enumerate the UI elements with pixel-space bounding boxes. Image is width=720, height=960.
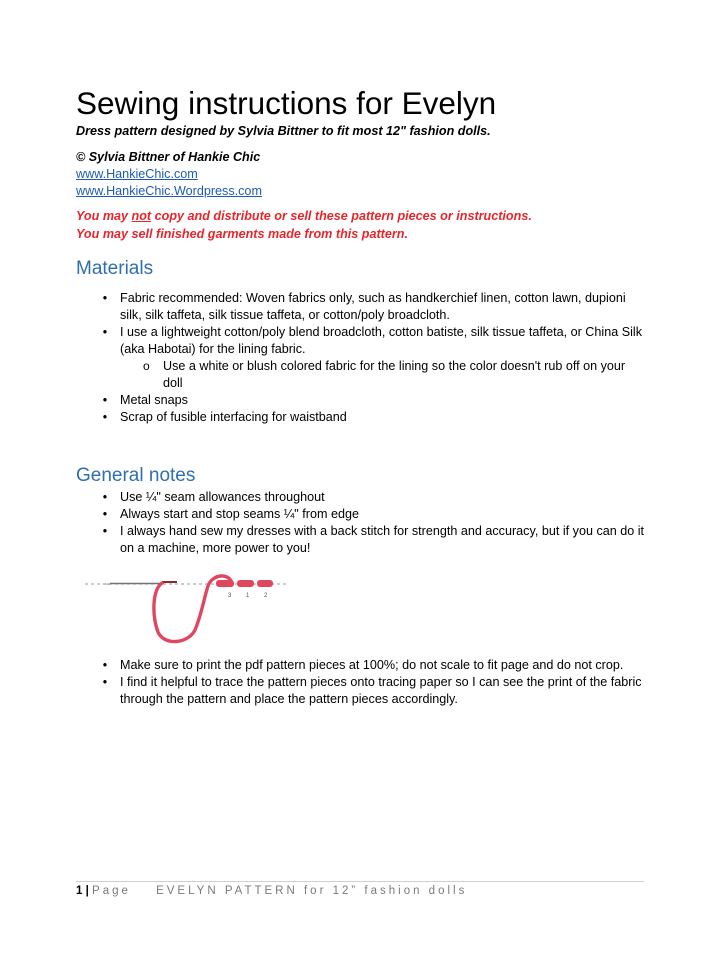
stitch-mark (237, 580, 254, 587)
link-hankiechic-wordpress[interactable]: www.HankieChic.Wordpress.com (76, 184, 262, 198)
list-item-text: I use a lightweight cotton/poly blend broadcloth, cotton batiste, silk tissue taffeta, or China Silk (aka Habotai) for the lining fabric. (120, 325, 643, 356)
list-item (0, 290, 720, 324)
list-item-text: Use ¼" seam allowances throughout (120, 490, 325, 504)
list-item (0, 506, 720, 523)
warning-emphasis: not (131, 209, 152, 223)
list-item (0, 674, 720, 708)
sub-bullet: o (143, 359, 150, 373)
bullet: • (102, 393, 108, 407)
general-notes-list (0, 489, 720, 557)
footer-doc-label: EVELYN PATTERN for 12” fashion dolls (156, 885, 468, 897)
list-item-text: Scrap of fusible interfacing for waistband (120, 410, 347, 424)
stitch-label: 1 (246, 593, 250, 599)
stitch-label: 3 (228, 593, 232, 599)
list-item (0, 392, 720, 409)
sub-list-item (0, 358, 720, 392)
sub-list-item-text: Use a white or blush colored fabric for the lining so the color doesn't rub off on your doll (163, 359, 626, 390)
general-notes-heading: General notes (76, 465, 196, 486)
footer-page-word: Page (92, 885, 131, 897)
copyright-line: © Sylvia Bittner of Hankie Chic (76, 150, 261, 164)
list-item (0, 657, 720, 674)
warning-sell: You may sell finished garments made from this pattern. (76, 227, 408, 241)
bullet: • (102, 675, 108, 689)
bullet: • (102, 490, 108, 504)
list-item-text: I always hand sew my dresses with a back stitch for strength and accuracy, but if you can do it on a machine, more power to you! (120, 524, 645, 555)
footer-separator: | (85, 885, 89, 897)
back-stitch-needle-thread-illustration (80, 558, 290, 648)
subtitle: Dress pattern designed by Sylvia Bittner to fit most 12" fashion dolls. (76, 124, 491, 138)
bullet: • (102, 291, 108, 305)
bullet: • (102, 524, 108, 538)
materials-list (0, 290, 720, 426)
list-item (0, 324, 720, 358)
list-item (0, 523, 720, 557)
stitch-label: 2 (264, 593, 268, 599)
warning-text-after: copy and distribute or sell these pattern pieces or instructions. (151, 209, 532, 223)
bullet: • (102, 410, 108, 424)
page-title: Sewing instructions for Evelyn (76, 85, 497, 121)
warning-text-before: You may (76, 209, 132, 223)
stitch-mark (257, 580, 273, 587)
warning-copy (76, 209, 532, 223)
list-item-text: I find it helpful to trace the pattern pieces onto tracing paper so I can see the print of the fabric through the pattern and place the pattern pieces accordingly. (120, 675, 642, 706)
list-item-text: Fabric recommended: Woven fabrics only, such as handkerchief linen, cotton lawn, dupioni silk, silk taffeta, silk tissue taffeta, or cotton/poly broadcloth. (120, 291, 626, 322)
page-footer (76, 885, 467, 897)
list-item-text: Always start and stop seams ¼" from edge (120, 507, 359, 521)
bullet: • (102, 658, 108, 672)
footer-divider (76, 881, 644, 882)
stitch-mark (216, 580, 234, 587)
general-notes-list-continued (0, 657, 720, 708)
materials-heading: Materials (76, 258, 154, 279)
list-item-text: Metal snaps (120, 393, 188, 407)
bullet: • (102, 507, 108, 521)
list-item-text: Make sure to print the pdf pattern pieces at 100%; do not scale to fit page and do not crop. (120, 658, 624, 672)
list-item (0, 409, 720, 426)
bullet: • (102, 325, 108, 339)
link-hankiechic[interactable]: www.HankieChic.com (76, 167, 198, 181)
page-number: 1 (76, 885, 83, 897)
list-item (0, 489, 720, 506)
